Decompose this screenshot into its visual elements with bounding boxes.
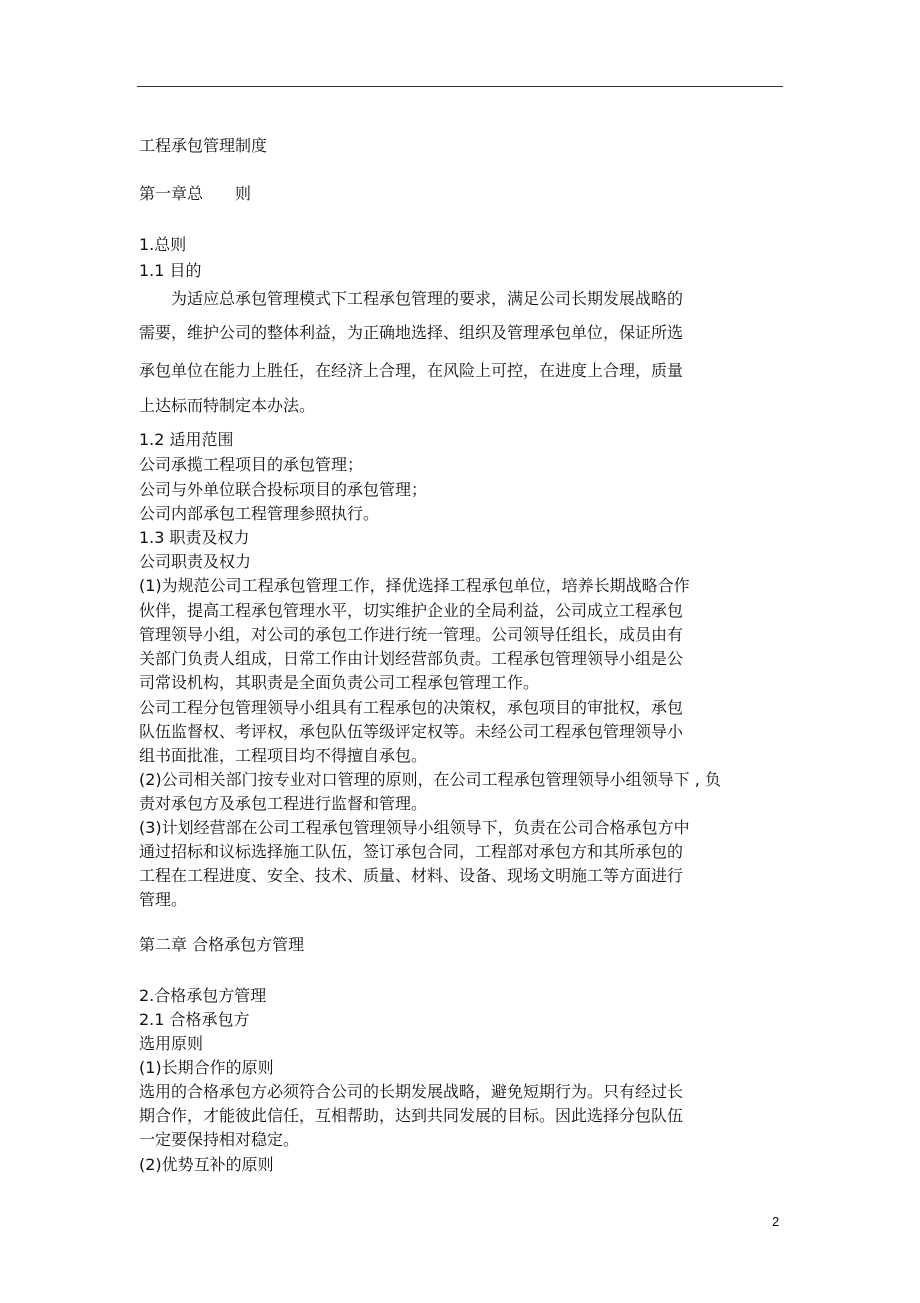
paragraph-line: 为适应总承包管理模式下工程承包管理的要求，满足公司长期发展战略的: [139, 289, 684, 308]
paragraph-line: 司常设机构，其职责是全面负责公司工程承包管理工作。: [139, 673, 540, 692]
subsection-heading: 1.1 目的: [139, 261, 202, 280]
paragraph-line: 责对承包方及承包工程进行监督和管理。: [139, 794, 428, 813]
paragraph-line: 关部门负责人组成，日常工作由计划经营部负责。工程承包管理领导小组是公: [139, 649, 684, 668]
header-rule: [137, 86, 783, 87]
page-number: 2: [772, 1214, 780, 1229]
paragraph-line: (2)公司相关部门按专业对口管理的原则，在公司工程承包管理领导小组领导下 , 负: [139, 770, 721, 789]
paragraph-line: 上达标而特制定本办法。: [139, 396, 316, 415]
paragraph-line: 伙伴，提高工程承包管理水平，切实维护企业的全局利益，公司成立工程承包: [139, 601, 684, 620]
paragraph-line: 选用原则: [139, 1034, 204, 1053]
paragraph-line: 公司内部承包工程管理参照执行。: [139, 504, 380, 523]
paragraph-line: 工程在工程进度、安全、技术、质量、材料、设备、现场文明施工等方面进行: [139, 866, 684, 885]
paragraph-line: 公司职责及权力: [139, 552, 252, 571]
section-heading: 1.总则: [139, 235, 187, 254]
paragraph-line: 管理。: [139, 890, 188, 909]
paragraph-line: 公司承揽工程项目的承包管理；: [139, 455, 364, 474]
paragraph-line: 一定要保持相对稳定。: [139, 1130, 300, 1149]
paragraph-line: (1)长期合作的原则: [139, 1058, 274, 1077]
paragraph-line: (1)为规范公司工程承包管理工作，择优选择工程承包单位，培养长期战略合作: [139, 576, 690, 595]
chapter-heading: 第二章 合格承包方管理: [139, 935, 305, 954]
paragraph-line: 队伍监督权、考评权，承包队伍等级评定权等。未经公司工程承包管理领导小: [139, 722, 684, 741]
paragraph-line: 承包单位在能力上胜任，在经济上合理，在风险上可控，在进度上合理，质量: [139, 361, 684, 380]
document-title: 工程承包管理制度: [139, 136, 268, 155]
section-heading: 2.合格承包方管理: [139, 986, 267, 1005]
paragraph-line: 选用的合格承包方必须符合公司的长期发展战略，避免短期行为。只有经过长: [139, 1082, 684, 1101]
paragraph-line: 通过招标和议标选择施工队伍，签订承包合同，工程部对承包方和其所承包的: [139, 842, 684, 861]
paragraph-line: 公司工程分包管理领导小组具有工程承包的决策权，承包项目的审批权，承包: [139, 698, 684, 717]
paragraph-line: 公司与外单位联合投标项目的承包管理；: [139, 480, 428, 499]
paragraph-line: 组书面批准，工程项目均不得擅自承包。: [139, 746, 428, 765]
subsection-heading: 1.2 适用范围: [139, 430, 234, 449]
subsection-heading: 2.1 合格承包方: [139, 1010, 250, 1029]
paragraph-line: 管理领导小组，对公司的承包工作进行统一管理。公司领导任组长，成员由有: [139, 625, 684, 644]
paragraph-line: 期合作，才能彼此信任，互相帮助，达到共同发展的目标。因此选择分包队伍: [139, 1106, 684, 1125]
paragraph-line: (2)优势互补的原则: [139, 1155, 274, 1174]
chapter-heading: 第一章总 则: [139, 184, 252, 203]
subsection-heading: 1.3 职责及权力: [139, 528, 250, 547]
paragraph-line: 需要，维护公司的整体利益，为正确地选择、组织及管理承包单位，保证所选: [139, 323, 684, 342]
paragraph-line: (3)计划经营部在公司工程承包管理领导小组领导下，负责在公司合格承包方中: [139, 818, 690, 837]
